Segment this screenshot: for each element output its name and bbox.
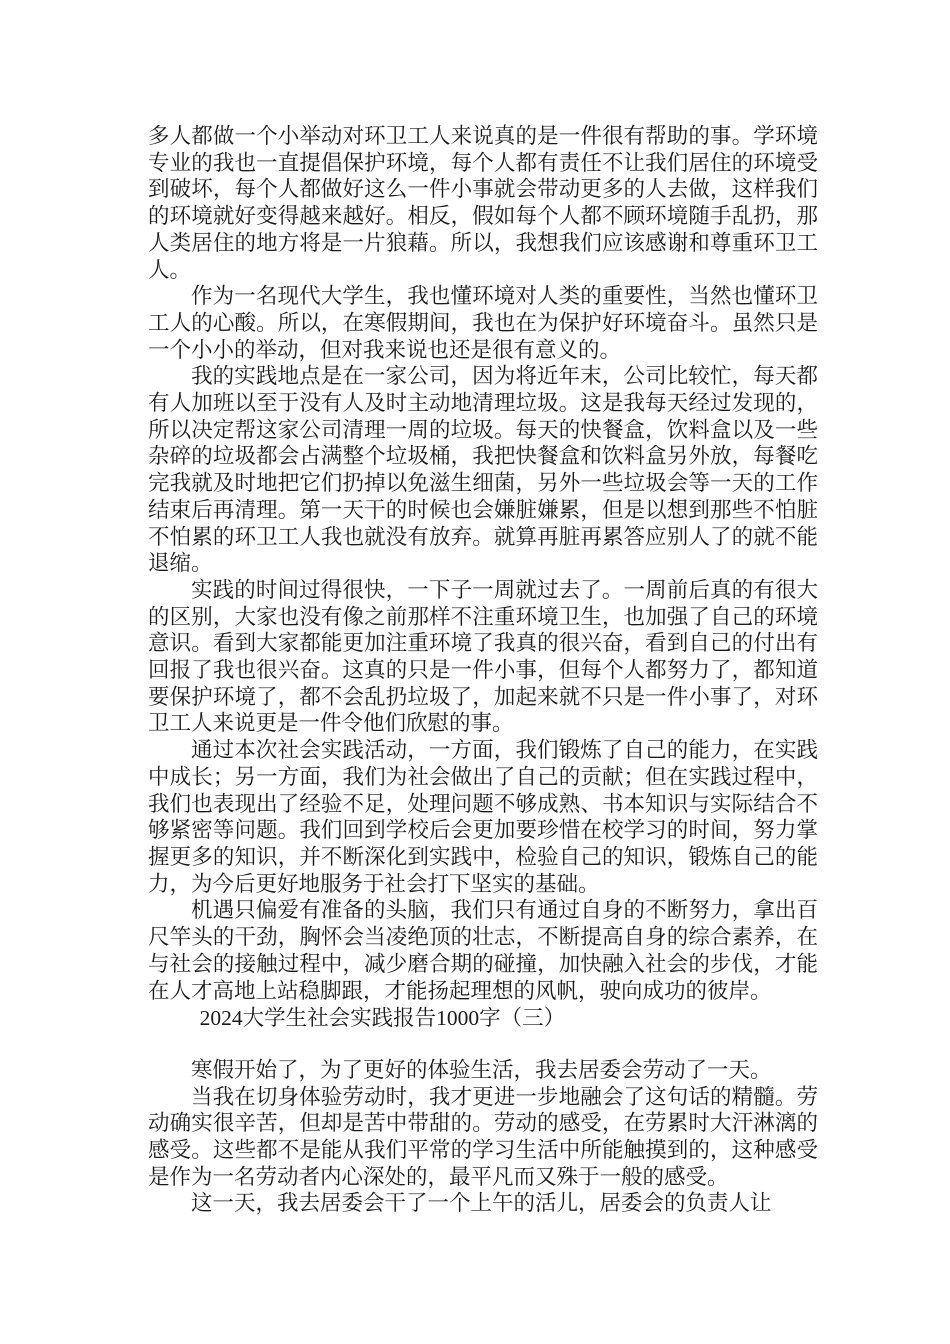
paragraph-5: 通过本次社会实践活动，一方面，我们锻炼了自己的能力，在实践中成长；另一方面，我们为社会做出了自己的贡献；但在实践过程中，我们也表现出了经验不足，处理问题不够成熟、书本知识与实际结合不够紧密等问题。我们回到学校后会更加要珍惜在校学习的时间，努力掌握更多的知识，并不断深化到实践中，检验自己的知识，锻炼自己的能力，为今后更好地服务于社会打下坚实的基础。 (148, 738, 818, 897)
paragraph-6: 机遇只偏爱有准备的头脑，我们只有通过自身的不断努力，拿出百尺竿头的干劲，胸怀会当凌绝顶的壮志，不断提高自身的综合素养，在与社会的接触过程中，减少磨合期的碰撞，加快融入社会的步伐，才能在人才高地上站稳脚跟，才能扬起理想的风帆，驶向成功的彼岸。 (148, 898, 818, 1004)
paragraph-3: 我的实践地点是在一家公司，因为将近年末，公司比较忙，每天都有人加班以至于没有人及时主动地清理垃圾。这是我每天经过发现的，所以决定帮这家公司清理一周的垃圾。每天的快餐盒，饮料盒以及一些杂碎的垃圾都会占满整个垃圾桶，我把快餐盒和饮料盒另外放，每餐吃完我就及时地把它们扔掉以免滋生细菌，另外一些垃圾会等一天的工作结束后再清理。第一天干的时候也会嫌脏嫌累，但是以想到那些不怕脏不怕累的环卫工人我也就没有放弃。就算再脏再累答应别人了的就不能退缩。 (148, 364, 818, 577)
paragraph-2: 作为一名现代大学生，我也懂环境对人类的重要性，当然也懂环卫工人的心酸。所以，在寒假期间，我也在为保护好环境奋斗。虽然只是一个小小的举动，但对我来说也还是很有意义的。 (148, 284, 818, 363)
paragraph-4: 实践的时间过得很快，一下子一周就过去了。一周前后真的有很大的区别，大家也没有像之前那样不注重环境卫生，也加强了自己的环境意识。看到大家都能更加注重环境了我真的很兴奋，看到自己的付出有回报了我也很兴奋。这真的只是一件小事，但每个人都努力了，都知道要保护环境了，都不会乱扔垃圾了，加起来就不只是一件小事了，对环卫工人来说更是一件令他们欣慰的事。 (148, 577, 818, 737)
document-page (148, 124, 818, 1218)
paragraph-9: 这一天，我去居委会干了一个上午的活儿，居委会的负责人让 (191, 1191, 772, 1217)
paragraph-7: 寒假开始了，为了更好的体验生活，我去居委会劳动了一天。 (191, 1057, 772, 1083)
section-gap (148, 1032, 818, 1058)
section-heading: 2024大学生社会实践报告1000字（三） (199, 1006, 566, 1031)
paragraph-1: 多人都做一个小举动对环卫工人来说真的是一件很有帮助的事。学环境专业的我也一直提倡保护环境，每个人都有责任不让我们居住的环境受到破坏，每个人都做好这么一件小事就会带动更多的人去做，这样我们的环境就好变得越来越好。相反，假如每个人都不顾环境随手乱扔，那人类居住的地方将是一片狼藉。所以，我想我们应该感谢和尊重环卫工人。 (148, 124, 818, 283)
paragraph-8: 当我在切身体验劳动时，我才更进一步地融会了这句话的精髓。劳动确实很辛苦，但却是苦中带甜的。劳动的感受，在劳累时大汗淋漓的感受。这些都不是能从我们平常的学习生活中所能触摸到的，这种感受是作为一名劳动者内心深处的，最平凡而又殊于一般的感受。 (148, 1084, 818, 1190)
